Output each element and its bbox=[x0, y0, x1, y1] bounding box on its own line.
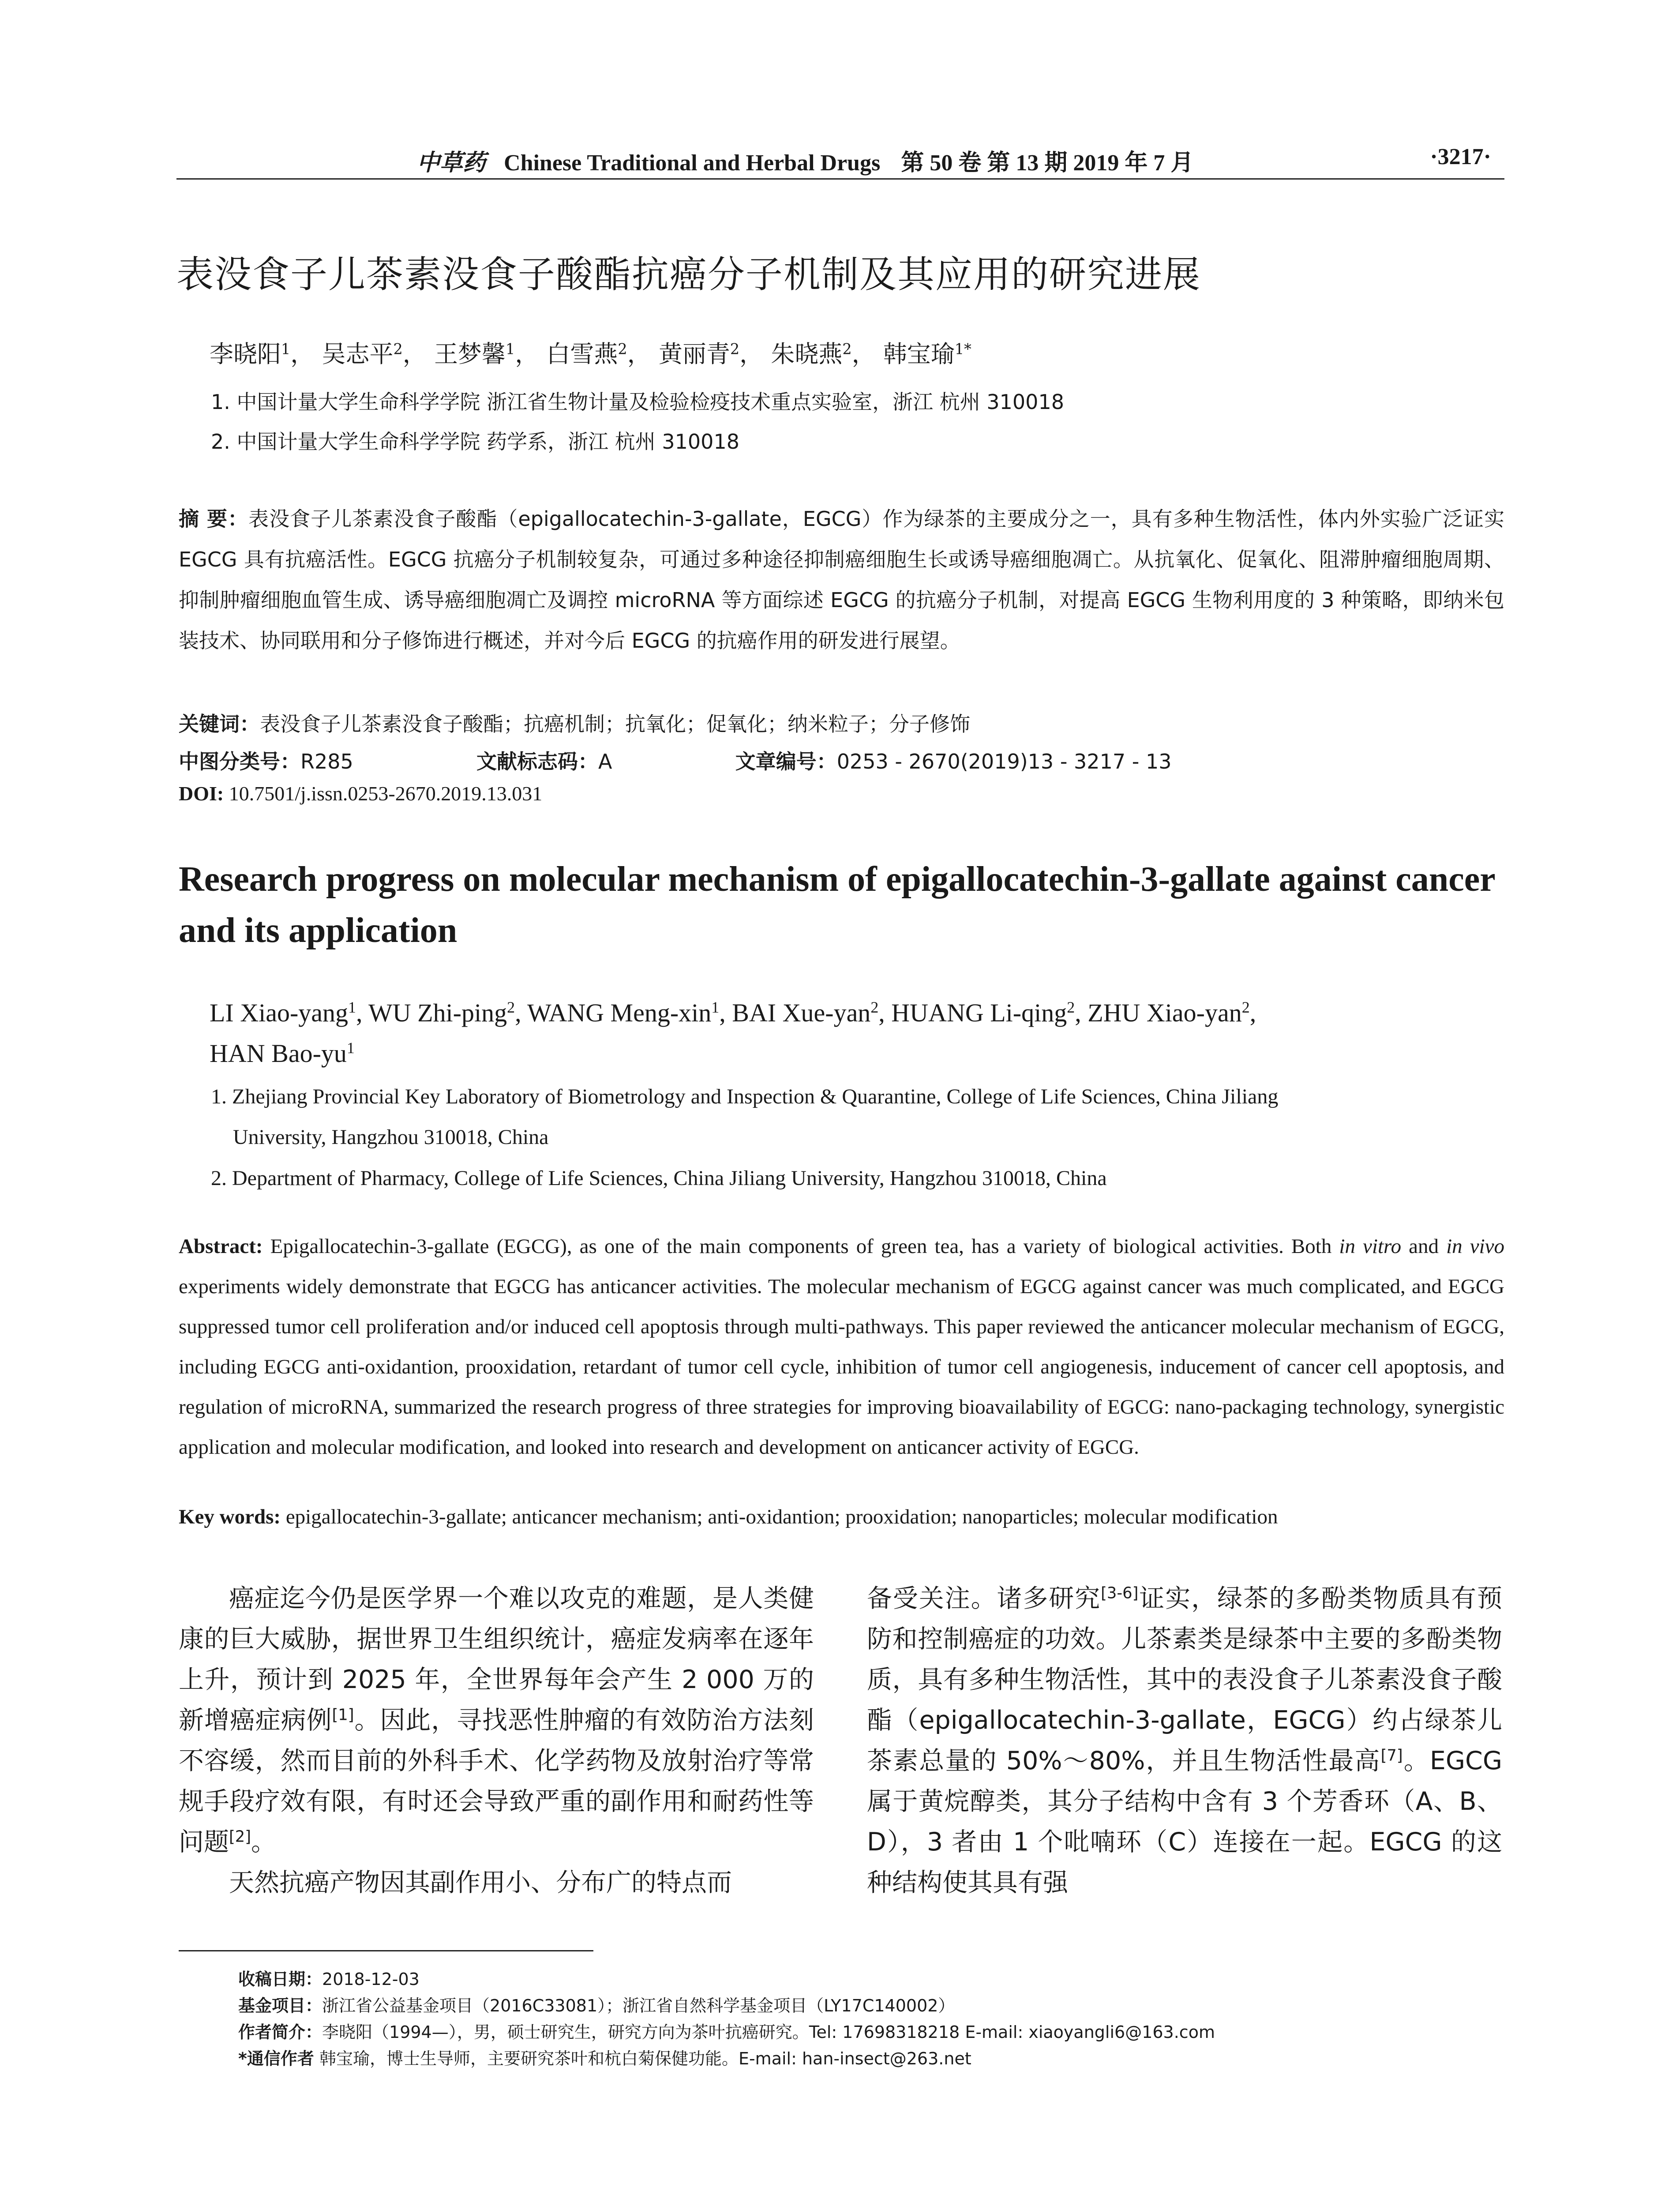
cn-author: 白雪燕$^2$ bbox=[546, 340, 627, 368]
body-column-left bbox=[179, 1578, 814, 1903]
en-abstract-label: Abstract: bbox=[179, 1235, 263, 1258]
journal-name-en: Chinese Traditional and Herbal Drugs bbox=[504, 150, 881, 176]
header-rule bbox=[176, 178, 1504, 180]
en-abstract: Abstract: Epigallocatechin-3-gallate (EGCG), as one of the main components of green tea, has a variety of biological activities. Both in vitro and in vivo experiments widely demonstrate that EGCG has anticancer activities. The molecular mechanism of EGCG against cancer was much complicated, and EGCG suppressed tumor cell proliferation and/or induced cell apoptosis through multi-pathways. This paper reviewed the anticancer molecular mechanism of EGCG, including EGCG anti-oxidantion, prooxidation, retardant of tumor cell cycle, inhibition of tumor cell angiogenesis, inducement of cancer cell apoptosis, and regulation of microRNA, summarized the research progress of three strategies for improving bioavailability of EGCG: nano-packaging technology, synergistic application and molecular modification, and looked into research and development on anticancer activity of EGCG. bbox=[179, 1235, 1504, 1459]
en-author: HUANG Li-qing$^2$, bbox=[891, 998, 1088, 1027]
en-affiliation-1-line1: 1. Zhejiang Provincial Key Laboratory of Biometrology and Inspection & Quarantine, College of Life Sciences, China Jiliang bbox=[211, 1085, 1279, 1108]
body-paragraph: 天然抗癌产物因其副作用小、分布广的特点而 bbox=[229, 1868, 732, 1897]
en-keywords-label: Key words: bbox=[179, 1505, 281, 1528]
cn-author-list: 李晓阳$^1$， 吴志平$^2$， 王梦馨$^1$， 白雪燕$^2$， 黄丽青$^2$， 朱晓燕$^2$， 韩宝瑜$^{1*}$ bbox=[210, 340, 971, 368]
journal-name-cn: 中草药 bbox=[417, 149, 486, 176]
en-author: WANG Meng-xin$^1$, bbox=[527, 998, 732, 1027]
footnote-fund: 基金项目：浙江省公益基金项目（2016C33081）；浙江省自然科学基金项目（LY17C140002） bbox=[238, 1996, 955, 2015]
journal-name bbox=[417, 144, 1193, 177]
body-paragraph: 癌症迄今仍是医学界一个难以攻克的难题，是人类健康的巨大威胁，据世界卫生组织统计，癌症发病率在逐年上升，预计到 2025 年，全世界每年会产生 2 000 万的新增癌症病例[1]。因此，寻找恶性肿瘤的有效防治方法刻不容缓，然而目前的外科手术、化学药物及放射治疗等常规手段疗效有限，有时还会导致严重的副作用和耐药性等问题[2]。 bbox=[179, 1584, 814, 1857]
en-affiliation-1 bbox=[211, 1077, 1506, 1158]
journal-issue: 第 50 卷 第 13 期 2019 年 7 月 bbox=[901, 150, 1194, 176]
cn-abstract bbox=[179, 499, 1504, 661]
citation-ref[interactable]: [2] bbox=[229, 1827, 251, 1846]
footnote-corresponding: *通信作者 韩宝瑜，博士生导师，主要研究茶叶和杭白菊保健功能。E-mail: han-insect@263.net bbox=[238, 2049, 971, 2068]
citation-ref[interactable]: [3-6] bbox=[1101, 1584, 1139, 1602]
cn-classification-row bbox=[179, 746, 1172, 775]
body-column-right bbox=[867, 1578, 1502, 1903]
cn-keywords bbox=[179, 708, 970, 737]
cn-affiliation-1: 1. 中国计量大学生命科学学院 浙江省生物计量及检验检疫技术重点实验室，浙江 杭州 310018 bbox=[211, 390, 1064, 414]
cn-author: 韩宝瑜$^{1*}$ bbox=[883, 340, 971, 368]
en-author: LI Xiao-yang$^1$, bbox=[210, 998, 368, 1027]
cn-author: 朱晓燕$^2$ bbox=[771, 340, 852, 368]
en-author: ZHU Xiao-yan$^2$, bbox=[1088, 998, 1256, 1027]
running-header bbox=[176, 140, 1504, 176]
en-keywords-text: epigallocatechin-3-gallate; anticancer mechanism; anti-oxidantion; prooxidation; nanoparticles; molecular modification bbox=[281, 1505, 1278, 1528]
en-author: WU Zhi-ping$^2$, bbox=[368, 998, 528, 1027]
doi-label: DOI: bbox=[179, 782, 224, 805]
clc-value: R285 bbox=[300, 750, 353, 773]
cn-keywords-label: 关键词： bbox=[179, 712, 260, 736]
cn-author: 李晓阳$^1$ bbox=[210, 340, 291, 368]
en-author: BAI Xue-yan$^2$, bbox=[732, 998, 892, 1027]
citation-ref[interactable]: [1] bbox=[332, 1706, 354, 1724]
cn-abstract-label: 摘 要： bbox=[179, 507, 249, 531]
page-number: ·3217· bbox=[1430, 144, 1491, 169]
footnote-rule bbox=[179, 1950, 593, 1951]
cn-keywords-text: 表没食子儿茶素没食子酸酯；抗癌机制；抗氧化；促氧化；纳米粒子；分子修饰 bbox=[260, 712, 970, 736]
cn-author: 王梦馨$^1$ bbox=[434, 340, 515, 368]
en-title: Research progress on molecular mechanism of epigallocatechin-3-gallate against cancer and its application bbox=[179, 860, 1495, 950]
cn-author: 黄丽青$^2$ bbox=[658, 340, 740, 368]
citation-ref[interactable]: [7] bbox=[1380, 1746, 1403, 1765]
body-paragraph: 备受关注。诸多研究[3-6]证实，绿茶的多酚类物质具有预防和控制癌症的功效。儿茶素类是绿茶中主要的多酚类物质，具有多种生物活性，其中的表没食子儿茶素没食子酸酯（epigallocatechin-3-gallate，EGCG）约占绿茶儿茶素总量的 50%～80%，并且生物活性最高[7]。EGCG 属于黄烷醇类，其分子结构中含有 3 个芳香环（A、B、D），3 者由 1 个吡喃环（C）连接在一起。EGCG 的这种结构使其具有强 bbox=[867, 1584, 1503, 1897]
en-affiliation-1-line2: University, Hangzhou 310018, China bbox=[233, 1126, 549, 1149]
doi-row bbox=[179, 782, 542, 805]
cn-title: 表没食子儿茶素没食子酸酯抗癌分子机制及其应用的研究进展 bbox=[176, 253, 1201, 296]
doc-code-value: A bbox=[598, 750, 612, 773]
doc-code-label: 文献标志码： bbox=[476, 750, 599, 773]
en-keywords bbox=[179, 1505, 1507, 1529]
clc-label: 中图分类号： bbox=[179, 750, 300, 773]
footnote-author: 作者简介：李晓阳（1994—），男，硕士研究生，研究方向为茶叶抗癌研究。Tel: 17698318218 E-mail: xiaoyangli6@163.com bbox=[238, 2022, 1215, 2042]
cn-abstract-text: 表没食子儿茶素没食子酸酯（epigallocatechin-3-gallate，EGCG）作为绿茶的主要成分之一，具有多种生物活性，体内外实验广泛证实 EGCG 具有抗癌活性。EGCG 抗癌分子机制较复杂，可通过多种途径抑制癌细胞生长或诱导癌细胞凋亡。从抗氧化、促氧化、阻滞肿瘤细胞周期、抑制肿瘤细胞血管生成、诱导癌细胞凋亡及调控 microRNA 等方面综述 EGCG 的抗癌分子机制，对提高 EGCG 生物利用度的 3 种策略，即纳米包装技术、协同联用和分子修饰进行概述，并对今后 EGCG 的抗癌作用的研发进行展望。 bbox=[179, 507, 1505, 653]
en-affiliation-2: 2. Department of Pharmacy, College of Life Sciences, China Jiliang University, Hangzhou 310018, China bbox=[211, 1167, 1107, 1190]
en-author: HAN Bao-$yu^1$ bbox=[210, 1039, 355, 1068]
cn-affiliation-2: 2. 中国计量大学生命科学学院 药学系，浙江 杭州 310018 bbox=[211, 430, 739, 454]
en-author-list bbox=[210, 993, 1507, 1074]
article-no-value: 0253 - 2670(2019)13 - 3217 - 13 bbox=[836, 750, 1172, 773]
doi-link[interactable]: 10.7501/j.issn.0253-2670.2019.13.031 bbox=[229, 782, 543, 805]
cn-author: 吴志平$^2$ bbox=[322, 340, 403, 368]
article-no-label: 文章编号： bbox=[735, 750, 837, 773]
footnote-received: 收稿日期：2018-12-03 bbox=[238, 1970, 420, 1989]
